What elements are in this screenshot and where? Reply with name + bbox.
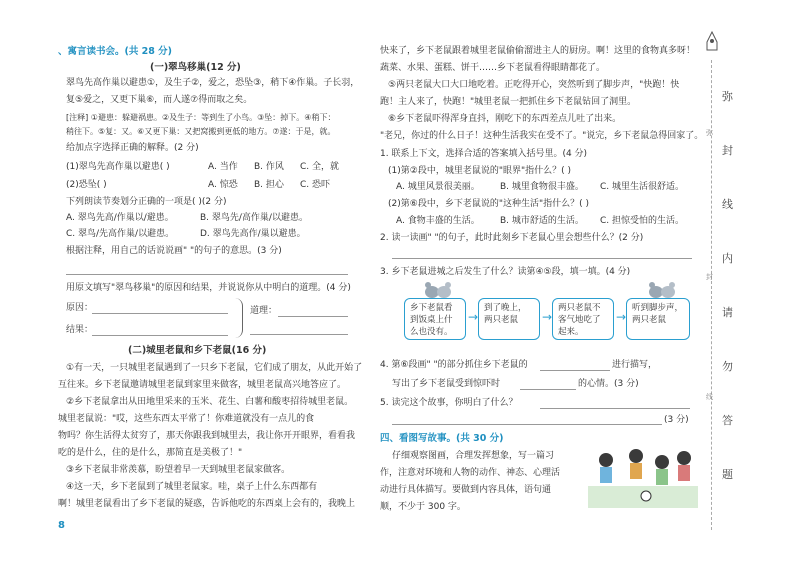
s4-line1: 仔细观察图画，合理发挥想象，写一篇习 [392,451,555,461]
cause-line[interactable] [92,313,228,314]
p2-para2a: ②乡下老鼠拿出从田地里采来的玉米、花生、白薯和酸枣招待城里老鼠。 [66,397,354,407]
q1b-opt-b: B. 担心 [254,180,284,190]
flow-arrow-1: → [468,310,479,324]
result-line[interactable] [92,335,228,336]
page-number: 8 [58,520,65,531]
margin-small-2: 封 [706,273,713,281]
passage2-title: (二)城里老鼠和乡下老鼠(16 分) [128,345,267,356]
passage1-text1: 翠鸟先高作巢以避患①，及生子②，爱之，恐坠③，稍下④作巢。子长羽， [66,78,360,88]
r-q5: 5. 读完这个故事，你明白了什么？ [380,398,518,408]
r-p5a: ⑤两只老鼠大口大口地吃着。正吃得开心，突然听到了脚步声，"快跑！快 [388,80,680,90]
section-four-title: 四、看图写故事。(共 30 分) [380,433,504,444]
reason-line-1[interactable] [278,316,348,317]
p2-para4a: ④这一天，乡下老鼠到了城里老鼠家。哇，桌子上什么东西都有 [66,482,318,492]
q2-opt-c: C. 翠鸟/先高作巢/以避患。 [66,229,175,239]
margin-char-1: 弥 [722,90,733,103]
p2-para3: ③乡下老鼠非常羡慕，盼望着早一天到城里老鼠家做客。 [66,465,291,475]
flow-box-3: 两只老鼠不客气地吃了起来。 [552,298,614,340]
r-q5-line-1[interactable] [540,408,690,409]
r-q1b-opt-b: B. 城市舒适的生活。 [500,216,584,226]
cause-label: 原因： [66,303,94,313]
p2-para1a: ①有一天，一只城里老鼠遇到了一只乡下老鼠，它们成了朋友，从此开始了 [66,363,363,373]
flow-box-4: 听到脚步声，两只老鼠 [626,298,690,340]
result-label: 结果： [66,325,94,335]
p2-para2d: 吃的是什么，住的是什么，那简直是美极了！" [58,448,243,458]
p2-para1b: 互往来。乡下老鼠邀请城里老鼠到家里来做客，城里老鼠高兴地答应了。 [58,380,347,390]
answer-line[interactable] [66,274,348,275]
margin-char-3: 线 [722,198,733,211]
r-p4d: 蔬菜、水果、蛋糕、饼干……乡下老鼠看得眼睛都花了。 [380,63,606,73]
r-p6b: "老兄，你过的什么日子！这种生活我实在受不了。"说完，乡下老鼠急得回家了。 [380,131,704,141]
r-q1a-opt-a: A. 城里风景很美丽。 [396,182,480,192]
r-q4a-line[interactable] [540,370,610,371]
r-q1b-opt-a: A. 食物丰盛的生活。 [396,216,480,226]
note-line1: [注释] ①避患：躲避祸患。②及生子：等到生了小鸟。③坠：掉下。④稍下： [66,113,336,122]
q3-prompt: 根据注释，用自己的话说说画" "的句子的意思。(3 分) [66,246,282,256]
q4-prompt: 用原文填写"翠鸟移巢"的原因和结果，并说说你从中明白的道理。(4 分) [66,283,351,293]
passage1-text2: 复⑤爱之，又更下巢⑥，而人遂⑦得而取之矣。 [66,95,253,105]
margin-char-5: 请 [722,306,733,319]
margin-char-2: 封 [722,144,733,157]
q1a-opt-a: A. 当作 [208,162,238,172]
q1a-opt-b: B. 作风 [254,162,284,172]
r-q1a: (1)第②段中，城里老鼠说的"眼界"指什么？( ) [388,166,571,176]
r-q1a-opt-b: B. 城里食物很丰盛。 [500,182,584,192]
mouse-illustration-1 [422,280,452,300]
r-q2: 2. 读一读画" "的句子，此时此刻乡下老鼠心里会想些什么？(2 分) [380,233,644,243]
flow-arrow-3: → [616,310,627,324]
r-q4b-line[interactable] [520,389,576,390]
rocket-icon [702,30,722,56]
q1a-text: (1)翠鸟先高作巢以避患( ) [66,162,170,172]
r-q4a: 4. 第⑥段画" "的部分抓住乡下老鼠的 [380,360,528,370]
margin-char-6: 勿 [722,360,733,373]
p2-para4b: 啊！城里老鼠看出了乡下老鼠的疑惑，告诉他吃的东西桌上会有的，我晚上 [58,499,356,509]
reason-line-2[interactable] [250,334,348,335]
q1-prompt: 给加点字选择正确的解释。(2 分) [66,143,199,153]
p2-para2c: 物吗？你生活得太贫穷了，那天你跟我到城里去，我让你开开眼界，看看我 [58,431,356,441]
children-soccer-illustration [588,446,698,508]
flow-box-1: 乡下老鼠看到饭桌上什么也没有。 [404,298,466,340]
margin-char-4: 内 [722,252,733,265]
flow-box-2: 到了晚上，两只老鼠 [478,298,540,340]
q1b-opt-a: A. 惊恐 [208,180,238,190]
note-line2: 稍往下。⑤复：又。⑥又更下巢：又把窝搬到更低的地方。⑦遂：于是，就。 [66,127,336,136]
r-p5b: 跑！主人来了，快跑！"城里老鼠一把抓住乡下老鼠钻回了洞里。 [380,97,637,107]
r-q1a-opt-c: C. 城里生活很舒适。 [600,182,685,192]
margin-char-7: 答 [722,414,733,427]
r-q3: 3. 乡下老鼠进城之后发生了什么？读第④⑤段，填一填。(4 分) [380,267,631,277]
q1b-opt-c: C. 恐吓 [300,180,331,190]
r-q5-line-2[interactable] [392,424,662,425]
r-q1: 1. 联系上下文，选择合适的答案填入括号里。(4 分) [380,149,588,159]
margin-small-1: 弥 [706,129,713,137]
q2-opt-b: B. 翠鸟先/高作巢/以避患。 [200,213,308,223]
r-q2-line[interactable] [392,258,692,259]
mouse-illustration-2 [646,280,676,300]
q1b-text: (2)恐坠( ) [66,180,107,190]
r-q1b: (2)第⑥段中，乡下老鼠说的"这种生活"指什么？( ) [388,199,589,209]
p2-para2b: 城里老鼠说："哎，这些东西太平常了！你难道就没有一点儿的食 [58,414,315,424]
q2-opt-d: D. 翠鸟先高作/巢以避患。 [200,229,306,239]
q1a-opt-c: C. 全，就 [300,162,340,172]
q2-opt-a: A. 翠鸟先高/作巢以/避患。 [66,213,174,223]
r-q1b-opt-c: C. 担惊受怕的生活。 [600,216,685,226]
r-q4b-end: 的心情。(3 分) [578,379,639,389]
section-three-title: 、寓言读书会。(共 28 分) [58,46,173,57]
r-p6a: ⑥乡下老鼠吓得浑身直抖，刚吃下的东西差点儿吐了出来。 [388,114,622,124]
r-q4b: 写出了乡下老鼠受到惊吓时 [392,379,501,389]
r-q4a-end: 进行描写， [612,360,658,370]
flow-arrow-2: → [542,310,553,324]
s4-line2: 作，注意对环境和人物的动作、神态、心理活 [380,468,561,478]
s4-line4: 顺，不少于 300 字。 [380,502,466,512]
reason-label: 道理： [250,306,278,316]
r-q5-end: (3 分) [664,415,689,425]
margin-small-3: 线 [706,393,713,401]
s4-line3: 动进行具体描写。要做到内容具体，语句通 [380,485,552,495]
margin-char-8: 题 [722,468,733,481]
brace [234,298,243,338]
passage1-title: (一)翠鸟移巢(12 分) [150,62,241,73]
r-p4c: 快来了，乡下老鼠跟着城里老鼠偷偷溜进主人的厨房。啊！这里的食物真多呀！ [380,46,696,56]
q2-prompt: 下列朗读节奏划分正确的一项是( )(2 分) [66,197,227,207]
